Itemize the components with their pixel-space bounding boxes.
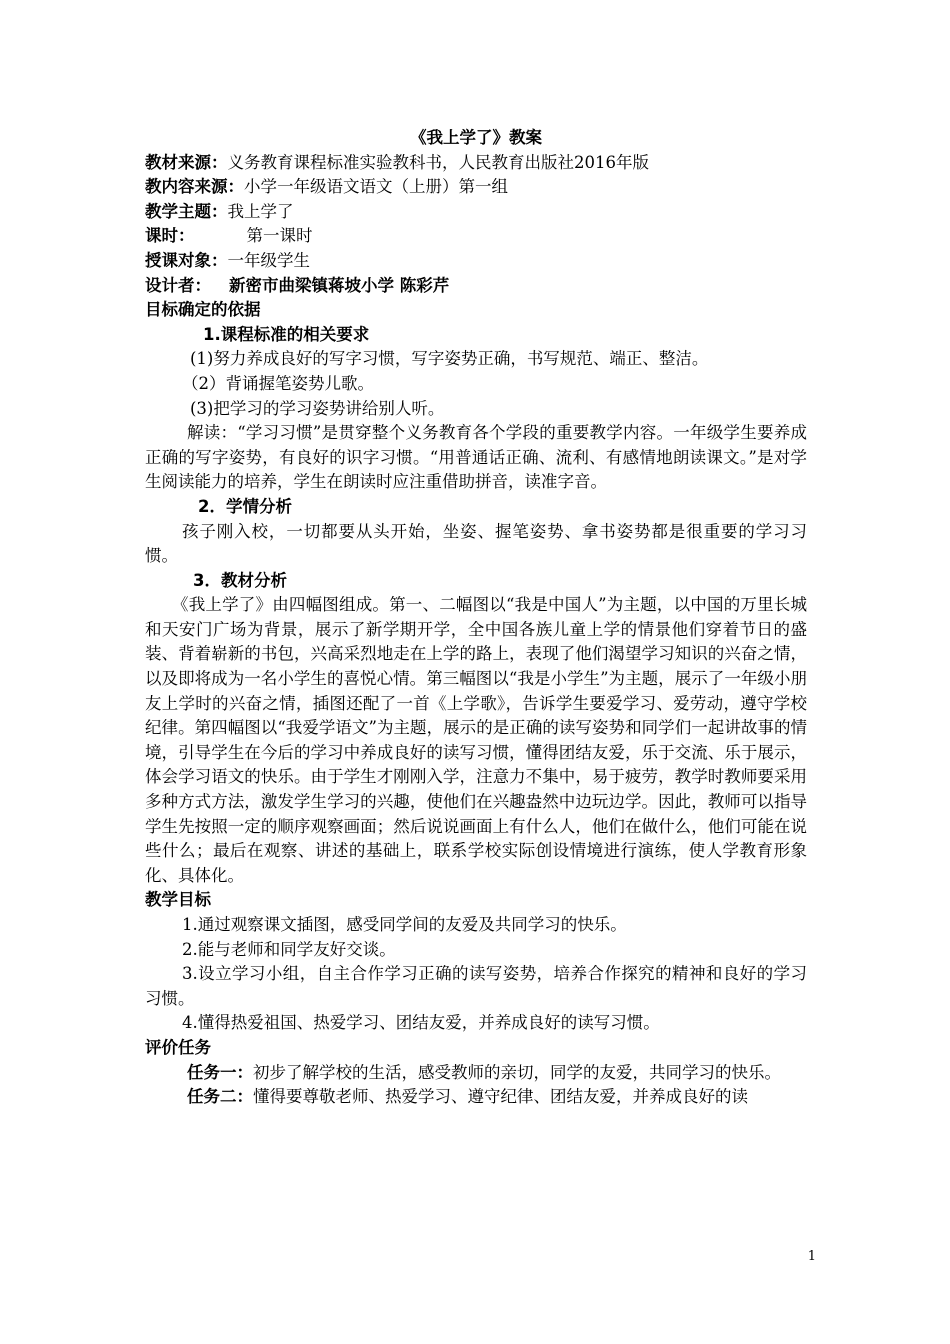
task-label: 任务二： bbox=[187, 1087, 253, 1107]
interpretation-paragraph: 解读：“学习习惯”是贯穿整个义务教育各个学段的重要教学内容。一年级学生要养成正确的写字姿势，有良好的识字习惯。“用普通话正确、流利、有感情地朗读课文。”是对学生阅读能力的培养，学生在朗读时应注重借助拼音，读准字音。 bbox=[145, 423, 807, 492]
task-text: 初步了解学校的生活，感受教师的亲切，同学的友爱，共同学习的快乐。 bbox=[253, 1062, 781, 1082]
meta-theme bbox=[145, 200, 807, 225]
goal-item: 3.设立学习小组，自主合作学习正确的读写姿势，培养合作探究的精神和良好的学习习惯。 bbox=[145, 964, 807, 1008]
meta-designer bbox=[145, 274, 807, 299]
meta-value: 义务教育课程标准实验教科书，人民教育出版社2016年版 bbox=[227, 152, 649, 172]
meta-content-source bbox=[145, 175, 807, 200]
task-label: 任务一： bbox=[187, 1062, 253, 1082]
learner-paragraph: 孩子刚入校，一切都要从头开始，坐姿、握笔姿势、拿书姿势都是很重要的学习习惯。 bbox=[145, 521, 807, 566]
meta-audience bbox=[145, 249, 807, 274]
task-item bbox=[145, 1061, 807, 1086]
section-heading-basis: 目标确定的依据 bbox=[145, 300, 261, 320]
section-heading-tasks: 评价任务 bbox=[145, 1037, 211, 1057]
meta-value: 新密市曲梁镇蒋坡小学 陈彩芹 bbox=[229, 275, 450, 295]
meta-source bbox=[145, 151, 807, 176]
meta-period bbox=[145, 224, 807, 249]
meta-label: 教材来源： bbox=[145, 152, 228, 172]
subheading-learner: 2．学情分析 bbox=[198, 496, 292, 516]
meta-label: 授课对象： bbox=[145, 250, 228, 270]
page-number: 1 bbox=[807, 1249, 816, 1264]
meta-value: 一年级学生 bbox=[227, 250, 310, 270]
subheading-material: 3．教材分析 bbox=[193, 570, 287, 590]
meta-label: 课时： bbox=[145, 226, 195, 246]
task-item bbox=[145, 1085, 807, 1110]
document-body bbox=[145, 126, 807, 1110]
meta-value: 我上学了 bbox=[227, 201, 294, 221]
goal-item: 4.懂得热爱祖国、热爱学习、团结友爱，并养成良好的读写习惯。 bbox=[182, 1013, 660, 1033]
meta-label: 教内容来源： bbox=[145, 177, 244, 197]
goal-item: 1.通过观察课文插图，感受同学间的友爱及共同学习的快乐。 bbox=[182, 915, 627, 934]
task-text: 懂得要尊敬老师、热爱学习、遵守纪律、团结友爱，并养成良好的读 bbox=[253, 1087, 748, 1107]
material-paragraph: 《我上学了》由四幅图组成。第一、二幅图以“我是中国人”为主题，以中国的万里长城和天安门广场为背景，展示了新学期开学，全中国各族儿童上学的情景他们穿着节日的盛装、背着崭新的书包，兴高采烈地走在上学的路上，表现了他们渴望学习知识的兴奋之情，以及即将成为一名小学生的喜悦心情。第三幅图以“我是小学生”为主题，展示了一年级小朋友上学时的兴奋之情，插图还配了一首《上学歌》，告诉学生要爱学习、爱劳动，遵守学校纪律。第四幅图以“我爱学语文”为主题，展示的是正确的读写姿势和同学们一起讲故事的情境，引导学生在今后的学习中养成良好的读写习惯，懂得团结友爱，乐于交流、乐于展示，体会学习语文的快乐。由于学生才刚刚入学，注意力不集中，易于疲劳，教学时教师要采用多种方式方法，激发学生学习的兴趣，使他们在兴趣盎然中边玩边学。因此，教师可以指导学生先按照一定的顺序观察画面；然后说说画面上有什么人，他们在做什么，他们可能在说些什么；最后在观察、讲述的基础上，联系学校实际创设情境进行演练，使人学教育形象化、具体化。 bbox=[145, 595, 807, 885]
section-heading-goals: 教学目标 bbox=[145, 890, 211, 910]
requirement-item: （2）背诵握笔姿势儿歌。 bbox=[182, 373, 374, 393]
subheading-standard: 1.课程标准的相关要求 bbox=[203, 324, 370, 344]
requirement-item: (3)把学习的学习姿势讲给别人听。 bbox=[190, 398, 445, 418]
requirement-item: (1)努力养成良好的写字习惯，写字姿势正确，书写规范、端正、整洁。 bbox=[190, 349, 709, 369]
goal-item: 2.能与老师和同学友好交谈。 bbox=[182, 939, 396, 959]
meta-value: 第一课时 bbox=[246, 226, 313, 246]
meta-label: 教学主题： bbox=[145, 201, 228, 221]
meta-label: 设计者： bbox=[145, 275, 211, 295]
meta-value: 小学一年级语文语文（上册）第一组 bbox=[244, 177, 508, 197]
document-title: 《我上学了》教案 bbox=[410, 128, 542, 147]
